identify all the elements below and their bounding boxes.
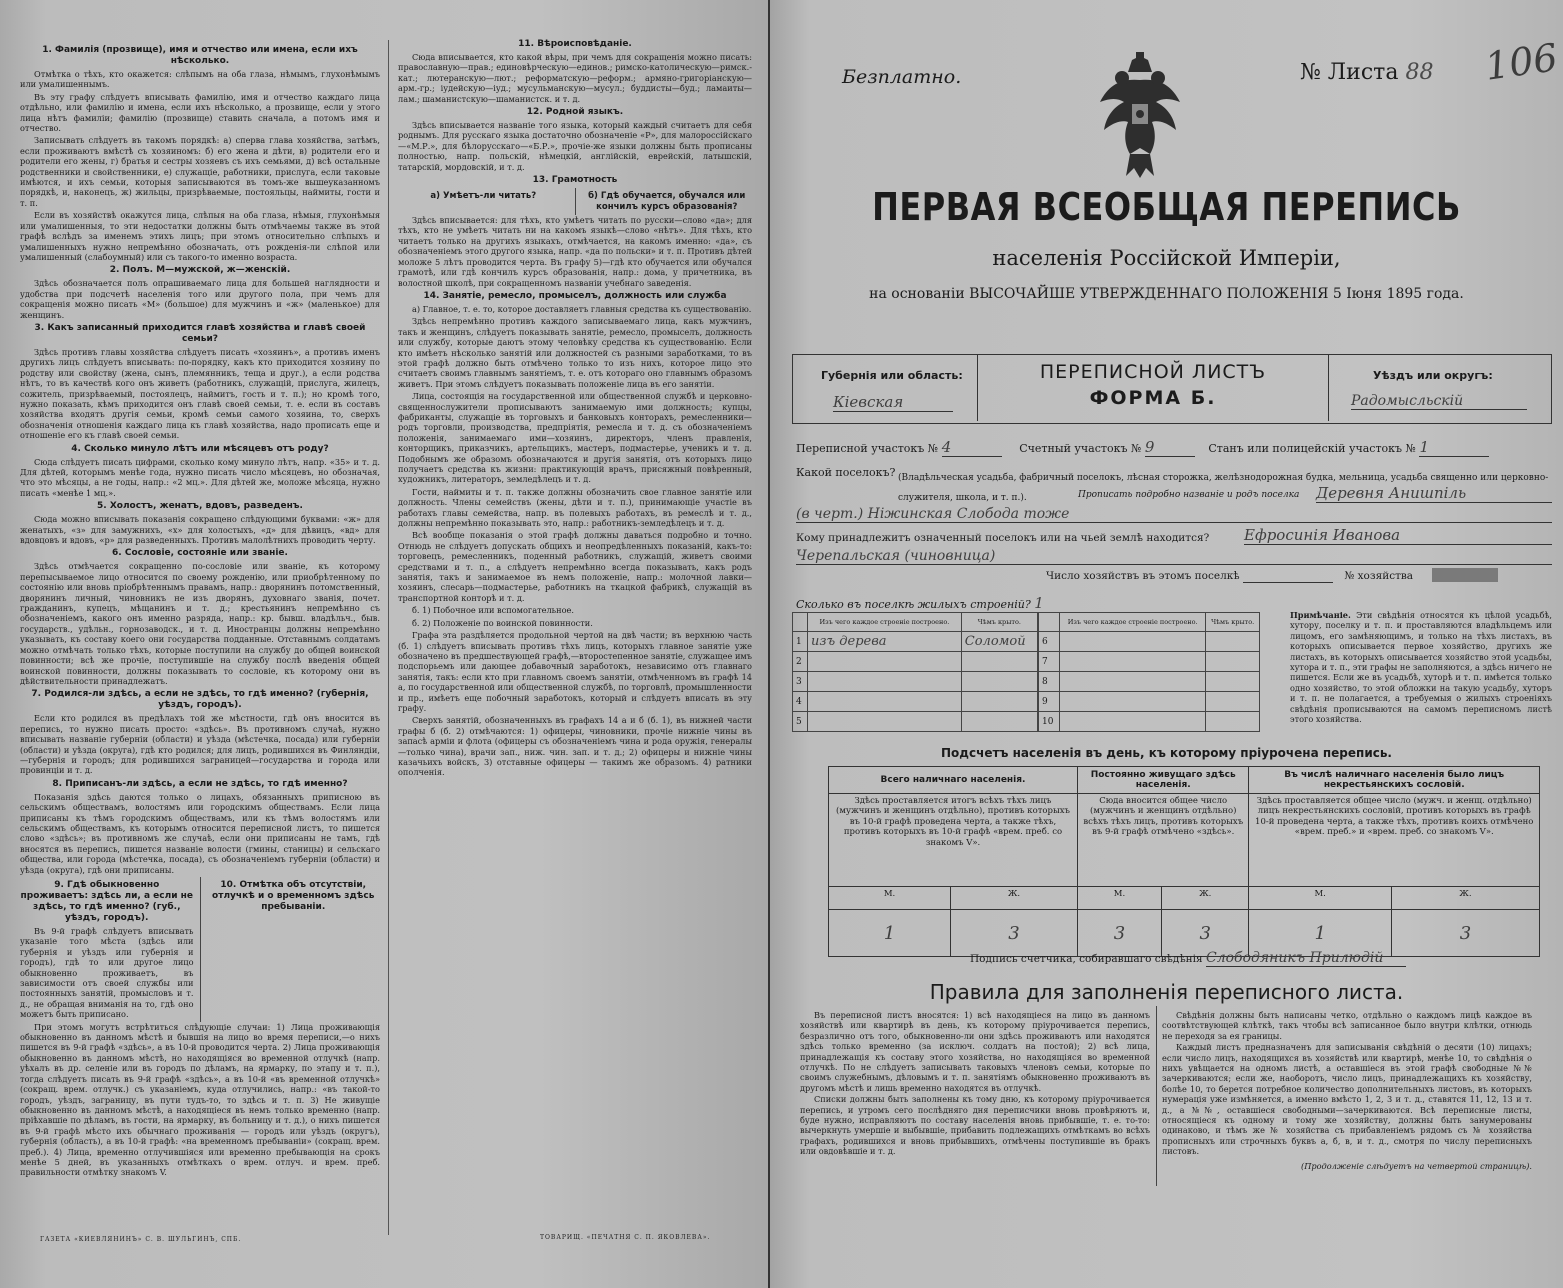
signature-label: Подпись счетчика, собиравшаго свѣдѣнія <box>970 953 1203 965</box>
pop-col2-desc: Сюда вносится общее число (мужчинъ и женщинъ отдѣльно) всѣхъ тѣхъ лицъ, противъ которыхъ въ 9-й графѣ отмѣчено «здѣсь». <box>1077 794 1249 887</box>
buildings-table-right <box>1038 612 1260 732</box>
section-paragraph: Если въ хозяйствѣ окажутся лица, слѣпыя на оба глаза, нѣмыя, глухонѣмыя или умалишенныя, то эти недостатки должны быть отмѣчаемы также въ этой графѣ вслѣдъ за именемъ этихъ лицъ; при этомъ относительно слѣпыхъ и умалишенныхъ нужно непремѣнно обозначать, отъ рожденія-ли слѣпой или умалишенный (слабоумный) или съ такого-то именно возраста. <box>20 210 380 262</box>
sheet-number-label: № Листа <box>1300 60 1399 85</box>
building-roof[interactable] <box>961 692 1037 712</box>
district-cell <box>1329 355 1551 421</box>
building-no: 6 <box>1039 632 1060 652</box>
building-no: 1 <box>793 632 808 652</box>
section-paragraph: Въ 9-й графѣ слѣдуетъ вписывать указаніе того мѣста (здѣсь или губернія и уѣздъ или губернія и городъ), гдѣ то или другое лицо обыкновенно проживаетъ, въ зависимости отъ своей службы или постоянныхъ занятій, промысловъ и т. д., не обращая вниманія на то, гдѣ оно можетъ быть приписано. <box>20 926 194 1020</box>
province-value[interactable]: Кіевская <box>833 393 953 412</box>
building-roof[interactable] <box>1206 632 1260 652</box>
section-paragraph: Записывать слѣдуетъ въ такомъ порядкѣ: а) сперва глава хозяйства, затѣмъ, если проживаютъ вмѣстѣ съ хозяиномъ: б) его жена и дѣти, в) родители его и родители его жены, г) братья и сестры хозяевъ съ ихъ семьями, д) всѣ остальные родственники и свойственники, е) служащіе, работники, прислуга, если таковые имѣются, и ихъ семьи, которыя записываются въ томъ-же вышеуказанномъ порядкѣ, и, наконецъ, ж) жильцы, призрѣваемые, постояльцы, наймиты, гости и т. п. <box>20 135 380 208</box>
section-heading: 3. Какъ записанный приходится главѣ хозяйства и главѣ своей семьи? <box>34 322 366 344</box>
pop-col1-m-label: М. <box>829 887 951 910</box>
sections-line <box>796 438 1489 457</box>
building-material[interactable] <box>808 692 962 712</box>
building-row <box>793 632 1038 652</box>
section-heading: 2. Полъ. М—мужской, ж—женскій. <box>109 265 291 276</box>
section-paragraph: Въ эту графу слѣдуетъ вписывать фамилію, имя и отчество каждаго лица отдѣльно, или фамилію и имена, если ихъ нѣсколько, а прозвище, если у этого лица нѣтъ фамиліи; фамилію (прозвище) ставить сначала, а потомъ имя и отчество. <box>20 91 380 134</box>
form-header-box <box>792 354 1552 424</box>
section-paragraph: Сверхъ занятій, обозначенныхъ въ графахъ 14 а и б (б. 1), въ нижней части графы б (б. 2) отмѣчаются: 1) офицеры, чиновники, прочіе нижніе чины въ запасѣ арміи и флота (офицеры съ обозначеніемъ чина и рода оружія, генералы—только чина), врачи зап., ниж. чин. зап. и т. д.; 2) офицеры и нижніе чины казачьихъ войскъ, 3) отставные офицеры — такимъ же образомъ. 4) ратники ополченія. <box>398 715 752 778</box>
household-no-field[interactable] <box>1432 568 1498 582</box>
instructions-column-a <box>20 42 380 1180</box>
rules-continued: (Продолженіе слѣдуетъ на четвертой страницѣ). <box>1301 1160 1532 1171</box>
section-paragraph: б. 1) Побочное или вспомогательное. <box>412 605 574 616</box>
building-row <box>1039 692 1260 712</box>
section-paragraph: Всѣ вообще показанія о этой графѣ должны даваться подробно и точно. Отнюдь не слѣдуетъ допускать общихъ и неопредѣленныхъ показаній, какъ-то: торговецъ, ремесленникъ, поденный работникъ, служащій, живетъ своими средствами и т. п., а слѣдуетъ непремѣнно всегда показывать, какъ родъ занятія, такъ и занимаемое въ немъ положеніе, напр.: молочной лавки—хозяинъ, слесарь—подмастерье, работникъ на ткацкой фабрикѣ, служащій въ транспортной конторѣ и т. д. <box>398 530 752 603</box>
pop-col2-m-value[interactable]: 3 <box>1077 910 1161 957</box>
form-label: ФОРМА Б. <box>1089 387 1217 409</box>
literacy-subheading: а) Умѣетъ-ли читать? <box>430 191 537 202</box>
pop-col2-header: Постоянно живущаго здѣсь населенія. <box>1077 767 1249 794</box>
rules-divider <box>1156 1006 1157 1186</box>
printer-footer-left: ГАЗЕТА «КИЕВЛЯНИНЪ» С. В. ШУЛЬГИНЪ, СПБ. <box>40 1236 242 1243</box>
building-row <box>1039 712 1260 732</box>
rules-column-right <box>1162 1010 1532 1171</box>
section-heading: 7. Родился-ли здѣсь, а если не здѣсь, то гдѣ именно? (губернія, уѣздъ, городъ). <box>31 689 369 711</box>
section-paragraph: б. 2) Положеніе по воинской повинности. <box>412 617 593 628</box>
section-paragraph: Здѣсь противъ главы хозяйства слѣдуетъ писать «хозяинъ», а противъ именъ другихъ лицъ слѣдуетъ вписывать: по-порядку, какъ кто приходится хозяину по родству или свойству (жена, сынъ, племянникъ, теща и друг.), а если родства нѣтъ, то въ качествѣ кого онъ живетъ (работникъ, служащій, прислуга, жилецъ, сожитель, призрѣваемый, постоялецъ, наймитъ, гость и т. п.); но кромѣ того, нужно показать, кѣмъ приходится онъ главѣ своей семьи, т. е. если въ составъ хозяйства входятъ другія семьи, кромѣ семьи самого хозяина, то, сверхъ обозначенія отношенія каждаго лица къ главѣ хозяйства, надо прописать еще и отношеніе его къ главѣ своей семьи. <box>20 346 380 441</box>
settlement-instruction: Прописать подробно названіе и родъ поселка <box>1078 490 1300 500</box>
section-paragraph: Показанія здѣсь даются только о лицахъ, обязанныхъ приписною въ сельскимъ обществамъ, волостямъ или городскимъ обществамъ. Если лица приписаны къ тѣмъ городскимъ обществамъ, или къ тѣмъ волостямъ или сельскимъ обществамъ, къ которымъ относится переписной листъ, то пишется слово «здѣсь»; въ противномъ же случаѣ, если они приписаны не тамъ, гдѣ вносятся въ перепись, пишется названіе волости (гмины, станицы) и сельскаго общества, или города (мѣстечка, посада), съ обозначеніемъ губерніи (области) и уѣзда (округа), гдѣ они приписаны. <box>20 791 380 875</box>
building-no: 5 <box>793 712 808 732</box>
households-value[interactable] <box>1243 570 1333 583</box>
census-section-label: Переписной участокъ № <box>796 442 939 455</box>
split-col <box>20 877 194 1022</box>
census-title: ПЕРВАЯ ВСЕОБЩАЯ ПЕРЕПИСЬ <box>872 184 1461 230</box>
building-no: 7 <box>1039 652 1060 672</box>
buildings-table-left <box>792 612 1038 732</box>
instructions-column-b <box>398 36 752 780</box>
roof-header-left: Чѣмъ крыто. <box>961 613 1037 632</box>
building-material[interactable] <box>1060 692 1206 712</box>
pop-col3-desc: Здѣсь проставляется общее число (мужч. и женщ. отдѣльно) лицъ некрестьянскихъ сословій, противъ которыхъ въ графѣ 10-й проведена черта, а также тѣхъ, противъ коихъ отмѣчено «врем. преб.» и «врем. преб. со знакомъ V». <box>1249 794 1540 887</box>
section-heading: 6. Сословіе, состояніе или званіе. <box>112 548 288 559</box>
sheet-title-cell <box>978 355 1329 421</box>
building-row <box>1039 652 1260 672</box>
section-paragraph: Графа эта раздѣляется продольной чертой на двѣ части; въ верхнюю часть (б. 1) слѣдуетъ вписывать противъ тѣхъ лицъ, которыхъ главное занятіе уже обозначено въ предшествующей графѣ,—второстепенное занятіе, служащее имъ подспорьемъ или дающее добавочный заработокъ, независимо отъ главнаго занятія, такъ: если кто при главномъ своемъ занятіи, отмѣченномъ въ графѣ 14 а, по государственной или общественной службѣ, по торговлѣ, промышленности и пр., имѣетъ еще побочный заработокъ, который и слѣдуетъ вписать въ эту графу. <box>398 630 752 713</box>
building-material[interactable] <box>1060 652 1206 672</box>
section-paragraph: Если кто родился въ предѣлахъ той же мѣстности, гдѣ онъ вносится въ перепись, то нужно писать просто: «здѣсь». Въ противномъ случаѣ, нужно вписывать названіе губерніи (области) и уѣзда (мѣстечка, посада) или губерніи (области) и уѣзда (округа), гдѣ кто родился; для лицъ, родившихся въ Финляндіи,—губернія и городъ; для родившихся заграницей—государства и города или провинціи и т. д. <box>20 713 380 776</box>
building-row <box>793 672 1038 692</box>
building-no: 4 <box>793 692 808 712</box>
literacy-subheading: б) Гдѣ обучается, обучался или кончилъ курсъ образованія? <box>588 191 746 213</box>
rules-paragraph: Свѣдѣнія должны быть написаны четко, отдѣльно о каждомъ лицѣ каждое въ соотвѣтствующей клѣткѣ, такъ чтобы всѣ записанное было внутри клѣтки, отнюдь не переходя за ея границы. <box>1162 1010 1532 1041</box>
pop-col3-f-value[interactable]: 3 <box>1391 910 1539 957</box>
material-header-right: Изъ чего каждое строеніе построено. <box>1060 613 1206 632</box>
pop-col2-f-label: Ж. <box>1162 887 1249 910</box>
province-label: Губернія или область: <box>821 369 963 382</box>
pop-col1-desc: Здѣсь проставляется итогъ всѣхъ тѣхъ лицъ (мужчинъ и женщинъ отдѣльно), противъ которыхъ въ 10-й графѣ проведена черта, а также тѣхъ, противъ которыхъ въ 10-й графѣ «врем. преб. со знакомъ V». <box>829 794 1078 887</box>
section-paragraph: Здѣсь непремѣнно противъ каждого записываемаго лица, какъ мужчинъ, такъ и женщинъ, слѣдуетъ показывать занятіе, ремесло, промыселъ, должность или службу, которые даютъ этому человѣку средства къ существованію. Если кто имѣетъ нѣсколько занятій или должностей съ разными заработками, то въ этой графѣ должно быть отмѣчено только то изъ нихъ, которое лицо это считаетъ своимъ главнымъ занятіемъ, т. е. отъ котораго оно главнымъ образомъ живетъ. При этомъ слѣдуетъ показывать положеніе лица въ его занятіи. <box>398 316 752 389</box>
households-label: Число хозяйствъ въ этомъ поселкѣ <box>1046 570 1240 582</box>
pop-col1-m-value[interactable]: 1 <box>829 910 951 957</box>
pop-col3-f-label: Ж. <box>1391 887 1539 910</box>
building-row <box>793 712 1038 732</box>
section-paragraph: Лица, состоящія на государственной или общественной службѣ и церковно-священнослужители прописываютъ занимаемую ими должность; купцы, фабриканты, служащіе въ торговыхъ и банковыхъ конторахъ, ремесленники—родъ торговли, производства, предпріятія, ремесла и т. д. съ обозначеніемъ положенія, занимаемаго ими—хозяинъ, директоръ, членъ правленія, конторщикъ, приказчикъ, артельщикъ, мастеръ, подмастерье, ученикъ и т. д. Подобнымъ же образомъ обозначаются и другія занятія, отъ которыхъ лицо получаетъ средства къ жизни: практикующій врачъ, присяжный повѣренный, художникъ, литераторъ, земледѣлецъ и т. д. <box>398 391 752 485</box>
building-row <box>1039 672 1260 692</box>
pop-col3-m-label: М. <box>1249 887 1391 910</box>
left-page <box>0 0 768 1288</box>
section-paragraph: Сюда можно вписывать показанія сокращено слѣдующими буквами: «ж» для женатыхъ, «з» для замужнихъ, «х» для холостыхъ, «д» для дѣвицъ, «вд» для вдовцовъ и вдовъ, «р» для разведенныхъ. Противъ малолѣтнихъ проводить черту. <box>20 514 380 546</box>
roof-header-right: Чѣмъ крыто. <box>1206 613 1260 632</box>
section-paragraph: Сюда слѣдуетъ писать цифрами, сколько кому минуло лѣтъ, напр. «35» и т. д. Для дѣтей, которымъ менѣе года, нужно писать число мѣсяцевъ, но обозначая, что это мѣсяцы, а не годы, напр.: «2 мц.». Для дѣтей же, моложе мѣсяца, нужно писать «менѣе 1 мц.». <box>20 456 380 498</box>
section-paragraph: Здѣсь вписывается названіе того языка, который каждый считаетъ для себя роднымъ. Для русскаго языка достаточно обозначеніе «Р», для малороссійскаго—«М.Р.», для бѣлорусскаго—«Б.Р.», прочіе-же языки должны быть прописаны полностью, напр. польскій, нѣмецкій, англійскій, еврейскій, латышскій, татарскій, мордовскій, и т. д. <box>398 120 752 172</box>
buildings-line <box>796 594 1144 613</box>
section-paragraph: Здѣсь вписывается: для тѣхъ, кто умѣетъ читать по русски—слово «да»; для тѣхъ, кто не умѣетъ читать ни на какомъ языкѣ—слово «нѣтъ». Для тѣхъ, кто читаетъ только на другихъ языкахъ, отмѣчается, на какомъ именно: «да», съ обозначеніемъ этого другого языка, напр. «да по польски» и т. п. Противъ дѣтей моложе 5 лѣтъ проводится черта. Въ графу 5)—гдѣ кто обучается или обучался грамотѣ, или гдѣ кончилъ курсъ образованія, напр.: дома, у причетника, въ волостной школѣ, при сокращенномъ названіи учебнаго заведенія. <box>398 215 752 288</box>
building-no: 3 <box>793 672 808 692</box>
building-roof[interactable] <box>961 712 1037 732</box>
settlement-value-2[interactable]: (в черт.) Ніжинская Слобода тоже <box>796 506 1552 523</box>
buildings-label: Сколько въ поселкѣ жилыхъ строеній? <box>796 598 1031 611</box>
double-headed-eagle-emblem <box>1090 52 1190 182</box>
section-paragraph: Сюда вписывается, кто какой вѣры, при чемъ для сокращенія можно писать: православную—прав.; единовѣрческую—единов.; римско-католическую—римск.-кат.; лютеранскую—лют.; реформатскую—реформ.; армяно-григоріанскую—арм.-гр.; іудейскую—іуд.; мусульманскую—мусул.; буддисты—буд.; ламаиты—лам.; шаманистскую—шаманистск. и т. д. <box>398 52 752 104</box>
pop-col1-f-value[interactable]: 3 <box>951 910 1078 957</box>
building-no: 8 <box>1039 672 1060 692</box>
settlement-value-1[interactable]: Деревня Анишпіль <box>1316 484 1552 503</box>
pop-col3-header: Въ числѣ наличнаго населенія было лицъ некрестьянскихъ сословій. <box>1249 767 1540 794</box>
building-material[interactable]: изъ дерева <box>808 632 962 652</box>
split-divider <box>200 877 201 1022</box>
building-row <box>793 692 1038 712</box>
building-roof[interactable] <box>961 672 1037 692</box>
building-roof[interactable] <box>1206 652 1260 672</box>
material-header-left: Изъ чего каждое строеніе построено. <box>808 613 962 632</box>
building-material[interactable] <box>1060 712 1206 732</box>
building-material[interactable] <box>1060 632 1206 652</box>
section-heading: 14. Занятіе, ремесло, промыселъ, должность или служба <box>423 290 727 301</box>
population-heading: Подсчетъ населенія въ день, къ которому пріурочена перепись. <box>941 746 1392 760</box>
right-page <box>770 0 1563 1288</box>
buildings-note-text: Эти свѣдѣнія относятся къ цѣлой усадьбѣ, хутору, поселку и т. п. и проставляются владѣльцемъ или лицомъ, его замѣняющимъ, и только на тѣхъ листахъ, въ которыхъ описывается первое хозяйство, другихъ же листахъ, въ которыхъ описывается хозяйство этой усадьбы, хутора и т. п., эти графы не заполняются, а здѣсь ничего не пишется. Если же въ усадьбѣ, хуторѣ и т. п. имѣется только одно хозяйство, то этой обложки на такую усадьбу, хуторъ и т. п. не полагается, а требуемыя о жилыхъ строеніяхъ свѣдѣнія прописываются на самомъ переписномъ листѣ этого хозяйства. <box>1290 610 1552 725</box>
household-no-label: № хозяйства <box>1344 570 1414 582</box>
rules-column-left <box>800 1010 1150 1158</box>
split-col <box>207 877 381 1022</box>
district-value[interactable]: Радомысльскій <box>1351 393 1527 410</box>
pop-col3-m-value[interactable]: 1 <box>1249 910 1391 957</box>
building-material[interactable] <box>808 652 962 672</box>
buildings-note <box>1290 610 1552 724</box>
section-heading: 4. Сколько минуло лѣтъ или мѣсяцевъ отъ роду? <box>71 443 329 454</box>
owner-value-1[interactable]: Ефросинія Иванова <box>1244 526 1552 545</box>
section-heading: 5. Холостъ, женатъ, вдовъ, разведенъ. <box>97 501 303 512</box>
signature-line <box>970 950 1406 967</box>
buildings-note-title: Примѣчаніе. <box>1290 610 1351 620</box>
buildings-no-header <box>793 613 808 632</box>
census-section-value[interactable]: 4 <box>942 438 1002 457</box>
owner-label: Кому принадлежитъ означенный поселокъ или на чьей землѣ находится? <box>796 532 1210 544</box>
column-divider <box>388 40 389 1235</box>
building-no: 9 <box>1039 692 1060 712</box>
free-label: Безплатно. <box>842 66 962 88</box>
buildings-value[interactable]: 1 <box>1034 594 1144 613</box>
count-section-label: Счетный участокъ № <box>1019 442 1142 455</box>
section-paragraph: При этомъ могутъ встрѣтиться слѣдующіе случаи: 1) Лица проживающія обыкновенно въ данномъ мѣстѣ и бывшія на лицо во время переписи,—о нихъ пишется въ 9-й графѣ «здѣсь», а въ 10-й проводится черта. 2) Лица проживающія обыкновенно въ данномъ мѣстѣ, но находящіяся во временной отлучкѣ (напр. уѣхалъ въ др. селеніе или въ городъ по дѣламъ, на ярмарку, по этапу и т. п.), тогда слѣдуетъ писать въ 9-й графѣ «здѣсь», а въ 10-й «въ временной отлучкѣ» (сокращ. врем. отлучк.) съ указаніемъ, куда отлучились, напр.: «въ такой-то городъ, уѣздъ, заграницу, въ пути тудъ-то, то здѣсь и т. п. 3) Не живущіе обыкновенно въ данномъ мѣстѣ, а находящіеся въ немъ только временно (напр. пріѣхавшіе по дѣламъ, въ гости, на ярмарку, въ больницу и т. д.), о нихъ пишется въ 9-й графѣ мѣсто ихъ обычнаго проживанія — городъ или уѣздъ (округъ), губернія (область), а въ 10-й графѣ: «на временномъ пребываніи» (сокращ. врем. преб.). 4) Лица, временно отлучившіяся или временно пребывающія на срокъ менѣе 5 дней, въ указанныхъ отмѣткахъ о врем. отлуч. и врем. преб. правильности отмѣтку знакомъ V. <box>20 1021 380 1178</box>
signature-value[interactable]: Слободяникъ Прилюдій <box>1206 950 1406 967</box>
section-heading: 1. Фамилія (прозвище), имя и отчество или имена, если ихъ нѣсколько. <box>42 45 358 66</box>
section-paragraph: Отмѣтка о тѣхъ, кто окажется: слѣпымъ на оба глаза, нѣмымъ, глухонѣмымъ или умалишеннымъ. <box>20 69 380 90</box>
pop-col1-f-label: Ж. <box>951 887 1078 910</box>
station-value[interactable]: 1 <box>1419 438 1489 457</box>
building-roof[interactable] <box>1206 712 1260 732</box>
population-table <box>828 766 1540 957</box>
building-roof[interactable] <box>1206 692 1260 712</box>
section-heading: 12. Родной языкъ. <box>526 107 624 118</box>
sheet-number <box>1300 60 1433 85</box>
building-no: 10 <box>1039 712 1060 732</box>
section-paragraph: а) Главное, т. е. то, которое доставляетъ главныя средства къ существованію. <box>412 303 752 314</box>
district-label: Уѣздъ или округъ: <box>1373 369 1493 382</box>
count-section-value[interactable]: 9 <box>1145 438 1195 457</box>
building-no: 2 <box>793 652 808 672</box>
census-basis: на основаніи ВЫСОЧАЙШЕ УТВЕРЖДЕННАГО ПОЛОЖЕНІЯ 5 Іюня 1895 года. <box>869 286 1464 302</box>
sheet-number-value: 88 <box>1405 60 1434 85</box>
section-paragraph: Здѣсь отмѣчается сокращенно по-сословіе или званіе, къ которому перепысываемое лицо относится по своему рожденію, или приобрѣтенному по состоянію или вновь пріобрѣтеннымъ правамъ, напр.: дворянинъ потомственный, дворянинъ личный, чиновникъ не изъ дворянъ, духовнаго званія, почет. гражданинъ, купецъ, мѣщанинъ и т. д.; крестьянинъ непремѣнно съ обозначеніемъ, какого онъ именно разряда, напр.: кр. бывш. владѣльч., быв. государств., удѣльн., горнозаводск., и т. д. Иностранцы должны непремѣнно указывать, къ составу коего они государства подданные. Отставнымъ солдатамъ можно отмѣчать только тѣхъ, которые поступили на службу до общей воинской повинности; всѣ же прочіе, поступившіе на службу послѣ введенія общей воинской повинности, должны показывать то сословіе, къ которому они въ дѣйствительности принадлежатъ. <box>20 561 380 686</box>
section-heading: 10. Отмѣтка объ отсутствіи, отлучкѣ и о временномъ здѣсь пребываніи. <box>212 880 375 912</box>
building-roof[interactable]: Соломой <box>961 632 1037 652</box>
building-roof[interactable] <box>1206 672 1260 692</box>
building-row <box>1039 632 1260 652</box>
province-cell <box>793 355 978 421</box>
sheet-title: ПЕРЕПИСНОЙ ЛИСТЪ <box>1039 361 1267 383</box>
section-heading: 13. Грамотность <box>532 175 618 186</box>
printer-footer-right: ТОВАРИЩ. «ПЕЧАТНЯ С. П. ЯКОВЛЕВА». <box>540 1234 711 1241</box>
section-heading: 9. Гдѣ обыкновенно проживаетъ: здѣсь ли, а если не здѣсь, то гдѣ именно? (губ., уѣздъ, городъ). <box>20 880 193 923</box>
station-label: Станъ или полицейскій участокъ № <box>1208 442 1416 455</box>
building-material[interactable] <box>808 712 962 732</box>
section-paragraph: Гости, наймиты и т. п. также должны обозначить свое главное занятіе или должность. Члены семействъ (жены, дѣти и т. п.), принимающіе участіе въ работахъ главы семейства, напр. въ полевыхъ работахъ, въ ремеслѣ и т. д., должны непремѣнно показывать это, напр.: работникъ-земледѣлецъ и т. д. <box>398 486 752 529</box>
pop-col2-f-value[interactable]: 3 <box>1162 910 1249 957</box>
pop-col2-m-label: М. <box>1077 887 1161 910</box>
rules-paragraph: Списки должны быть заполнены къ тому дню, къ которому пріурочивается перепись, и утромъ сего послѣдняго дня переписчики вновь провѣряютъ и, буде нужно, исправляютъ по составу населенія вновь прибывшіе, т. е. то-то: вычеркнуть умершіе и выбывшіе, прибавить подлежащихъ отмѣткамъ во всѣхъ графахъ, родившихся и вновь прибывшихъ, отмѣчены поступившіе въ бракъ или овдовѣвшіе и т. д. <box>800 1094 1150 1157</box>
rules-paragraph: Въ переписной листъ вносятся: 1) всѣ находящіеся на лицо въ данномъ хозяйствѣ или квартирѣ въ день, къ которому пріурочивается перепись, безразлично отъ того, обыкновенно-ли они здѣсь проживаютъ или находятся здѣсь только временно (за исключ. солдатъ на постой); 2) всѣ лица, принадлежащія къ составу этого хозяйства, но находящіяся во временной отлучкѣ. По не слѣдуетъ записывать таковыхъ членовъ семьи, которые по своимъ служебнымъ, дѣловымъ и т. п. занятіямъ обыкновенно проживаютъ въ другомъ мѣстѣ и лишь временно находятся въ отлучкѣ. <box>800 1010 1150 1093</box>
literacy-divider <box>575 188 576 215</box>
census-subtitle: населенія Россійской Имперіи, <box>992 246 1341 270</box>
pop-col1-header: Всего наличнаго населенія. <box>829 767 1078 794</box>
owner-value-2[interactable]: Черепальская (чиновница) <box>796 548 1552 565</box>
split-columns-9-10 <box>20 877 380 1022</box>
building-row <box>793 652 1038 672</box>
buildings-no-header-right <box>1039 613 1060 632</box>
settlement-label: Какой поселокъ? <box>796 466 896 479</box>
rules-paragraph: Каждый листъ предназначенъ для записыванія свѣдѣній о десяти (10) лицахъ; если число лицъ, находящихся въ хозяйствѣ или квартирѣ, менѣе 10, то свѣдѣнія о нихъ увѣщается на одномъ листѣ, а оставшіеся въ этой графѣ свободные №№ зачеркиваются; если же, наоборотъ, число лицъ, принадлежащихъ къ хозяйству, болѣе 10, то берется потребное количество дополнительныхъ листовъ, въ которыхъ нумерація уже измѣняется, а именно вмѣсто 1, 2, 3 и т. д., ставятся 11, 12, 13 и т. д., а №№, оставшіеся свободными—зачеркиваются. Всѣ переписные листы, относящіеся къ одному и тому же хозяйству, должны быть занумерованы одинаково, и тѣмъ же № хозяйства съ прибавленіемъ рядомъ съ № хозяйства прописныхъ или строчныхъ буквъ а, б, в, и т. д., смотря по числу переписныхъ листовъ. <box>1162 1042 1532 1157</box>
rules-title: Правила для заполненія переписного листа. <box>929 980 1404 1004</box>
section-heading: 11. Вѣроисповѣданіе. <box>518 39 632 49</box>
households-line <box>1046 570 1413 583</box>
literacy-subcolumns <box>398 188 752 215</box>
section-heading: 8. Приписанъ-ли здѣсь, а если не здѣсь, то гдѣ именно? <box>52 778 348 789</box>
building-material[interactable] <box>1060 672 1206 692</box>
section-paragraph: Здѣсь обозначается полъ опрашиваемаго лица для большей наглядности и удобства при подсчетѣ населенія того или другого пола, при чемъ для сокращенія можно писать «М» (большое) для мужчинъ и «ж» (маленькое) для женщинъ. <box>20 278 380 320</box>
building-material[interactable] <box>808 672 962 692</box>
settlement-line <box>796 466 895 479</box>
settlement-note: (Владѣльческая усадьба, фабричный поселокъ, лѣсная сторожка, желѣзнодорожная будка, мельница, усадьба священно или церковно-служителя, школа, и т. п.). <box>898 473 1549 503</box>
handwritten-page-number: 106 <box>1482 35 1561 89</box>
building-roof[interactable] <box>961 652 1037 672</box>
